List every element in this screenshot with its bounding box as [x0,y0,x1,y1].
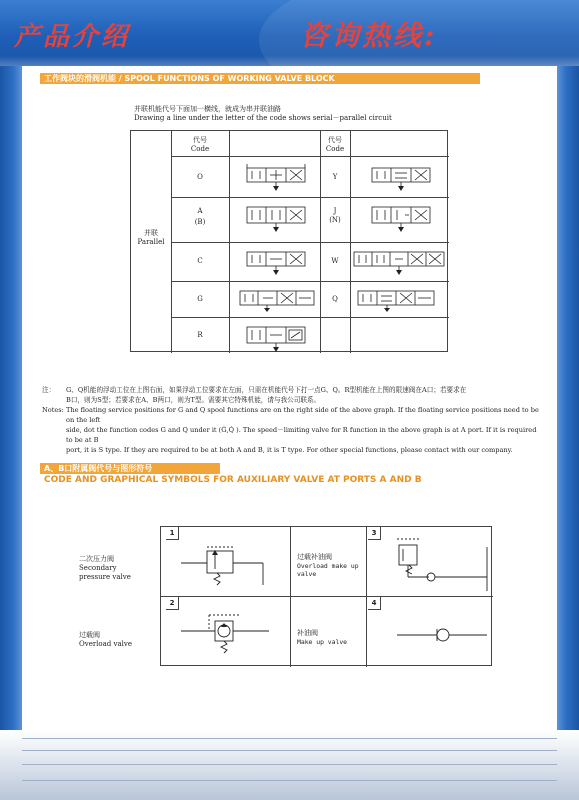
aux-label-1-en1: Secondary [79,564,117,572]
row-label-parallel-cn: 并联 [144,229,158,237]
row-label-parallel-en: Parallel [137,238,165,246]
aux-label-3-en2: valve [297,570,317,578]
code-A: A [197,207,203,215]
left-border [0,66,22,800]
section-spool-functions-header: 工作阀块的滑阀机能 / SPOOL FUNCTIONS OF WORKING VALVE BLOCK [40,73,480,84]
notes-en-label: Notes: [42,406,64,414]
aux-label-4-cn: 补油阀 [297,629,318,637]
code-R: R [197,331,203,339]
code-C: C [197,257,203,265]
aux-label-3-cn: 过载补油阀 [297,553,332,561]
spool-symbol-Q [357,287,435,313]
aux-label-2-en1: Overload valve [79,640,132,648]
auxiliary-valve-table [79,526,492,666]
code-J: J [333,207,337,215]
make-up-valve-symbol [387,619,491,653]
aux-label-1-en2: pressure valve [79,573,131,581]
section-auxiliary-subtitle: CODE AND GRAPHICAL SYMBOLS FOR AUXILIARY VALVE AT PORTS A AND B [44,475,422,485]
aux-num-2: 2 [166,597,179,610]
aux-num-4: 4 [368,597,381,610]
notes-en-line1: The floating service positions for G and Q spool functions are on the right side of the above graph. If the floating service positions need to be on the left [66,406,539,424]
right-border [557,66,579,800]
code-B: (B) [194,218,206,226]
notes-cn-line2: B口，则为S型；若要求在A、B两口，则为T型。需要其它特殊机能，请与我公司联系。 [66,396,321,404]
code-Y: Y [332,173,338,181]
notes-block [42,385,542,455]
aux-label-2-cn: 过载阀 [79,631,100,639]
code-O: O [197,173,203,181]
notes-en-line3: port, it is S type. If they are required to be at both A and B, it is T type. For other special functions, please contact with our company. [66,446,513,454]
spool-symbol-A [246,203,306,233]
overload-make-up-valve-symbol [387,537,491,595]
spool-symbol-W [353,248,445,276]
col-code-en-left: Code [190,145,210,153]
spool-function-table [130,130,448,352]
code-N: (N) [329,216,341,224]
header-banner [0,0,579,66]
spool-symbol-Y [371,164,431,192]
aux-label-3-en1: Overload make up [297,562,359,570]
code-W: W [331,257,339,265]
notes-en-line2: side, dot the function codes G and Q under it (Ġ,Q̇ ). The speed－limiting valve for R function in the above graph is at A port. If it is required to be at B [66,426,537,444]
aux-label-1-cn: 二次压力阀 [79,555,114,563]
notes-cn-line1: G、Q机能的浮动工位在上图右面，如果浮动工位要求在左面，只需在机能代号下打一点G、Q。R型机能在上图的限速阀在A口；若要求在 [66,386,467,394]
product-intro-title: 产品介绍 [14,22,131,52]
notes-cn-label: 注： [42,386,56,394]
spool-symbol-O [246,164,306,192]
aux-num-1: 1 [166,527,179,540]
aux-label-4-en1: Make up valve [297,638,348,646]
spool-symbol-G [239,287,315,313]
intro-en: Drawing a line under the letter of the code shows serial－parallel circuit [134,114,392,122]
spool-symbol-C [246,248,306,276]
section-auxiliary-header: A、B口附属阀代号与图形符号 [40,463,220,474]
footer-band [0,730,579,800]
col-code-en-right: Code [325,145,345,153]
spool-symbol-J [371,203,431,233]
code-G: G [197,295,203,303]
col-code-cn-right: 代号 [328,136,342,144]
secondary-pressure-valve-symbol [179,541,289,591]
hotline-title: 咨询热线: [300,19,438,52]
code-Q: Q [332,295,338,303]
spool-symbol-R [246,323,308,353]
aux-num-3: 3 [368,527,381,540]
intro-cn: 并联机能代号下面加一横线，就成为串并联油路 [134,105,281,113]
col-code-cn-left: 代号 [193,136,207,144]
overload-valve-symbol [179,611,289,661]
